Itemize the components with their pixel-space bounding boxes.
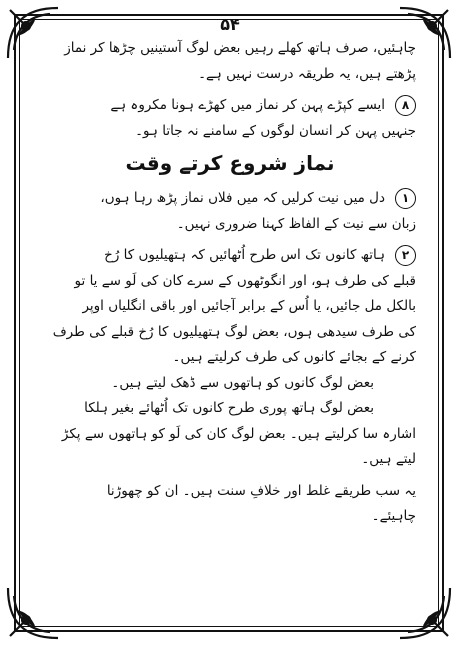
text-line: بعض لوگ کانوں کو ہاتھوں سے ڈھک لیتے ہیں۔ — [111, 374, 374, 391]
text-line: جنہیں پہن کر انسان لوگوں کے سامنے نہ جاتا ہو۔ — [135, 122, 416, 139]
text-line: قبلے کی طرف ہو، اور انگوٹھوں کے سرے کان کی لَو سے یا تو — [74, 272, 416, 289]
item-number-badge: ۲ — [395, 245, 416, 266]
text-line: بعض لوگ ہاتھ پوری طرح کانوں تک اُٹھائے بغیر ہلکا — [84, 400, 374, 416]
text-line: کی طرف سیدھی ہوں، بعض لوگ ہتھیلیوں کا رُخ قبلے کی طرف — [52, 323, 416, 340]
section-heading: نماز شروع کرتے وقت — [125, 151, 335, 175]
text-line: چاہئیں، صرف ہاتھ کھلے رہیں بعض لوگ آستینیں چڑھا کر نماز — [64, 40, 416, 56]
text-line: پڑھتے ہیں، یہ طریقہ درست نہیں ہے۔ — [198, 65, 416, 82]
text-line: اشارہ سا کرلیتے ہیں۔ بعض لوگ کان کی لَو کو ہاتھوں سے پکڑ — [61, 425, 416, 442]
text-line: لیتے ہیں۔ — [361, 451, 416, 467]
text-line: چاہیئے۔ — [371, 508, 416, 524]
item-number-badge: ۸ — [395, 95, 416, 116]
item-number-badge: ۱ — [395, 188, 416, 209]
text-line: دل میں نیت کرلیں کہ میں فلاں نماز پڑھ رہا ہوں، — [100, 190, 385, 206]
text-line: زبان سے نیت کے الفاظ کہنا ضروری نہیں۔ — [176, 215, 416, 232]
page-number: ۵۴ — [220, 15, 240, 34]
item-2-line — [44, 243, 416, 269]
item-1-line — [44, 186, 416, 212]
text-line: یہ سب طریقے غلط اور خلافِ سنت ہیں۔ ان کو چھوڑنا — [106, 482, 416, 499]
item-8-line — [44, 93, 416, 119]
text-line: ہاتھ کانوں تک اس طرح اُٹھائیں کہ ہتھیلیوں کا رُخ — [104, 247, 385, 263]
text-line: ایسے کپڑے پہن کر نماز میں کھڑے ہونا مکروہ ہے — [110, 97, 385, 113]
page-content — [44, 14, 416, 614]
text-line: بالکل مل جائیں، یا اُس کے برابر آجائیں اور باقی انگلیاں اوپر — [82, 298, 416, 314]
text-line: کرنے کے بجائے کانوں کی طرف کرلیتے ہیں۔ — [172, 349, 416, 365]
